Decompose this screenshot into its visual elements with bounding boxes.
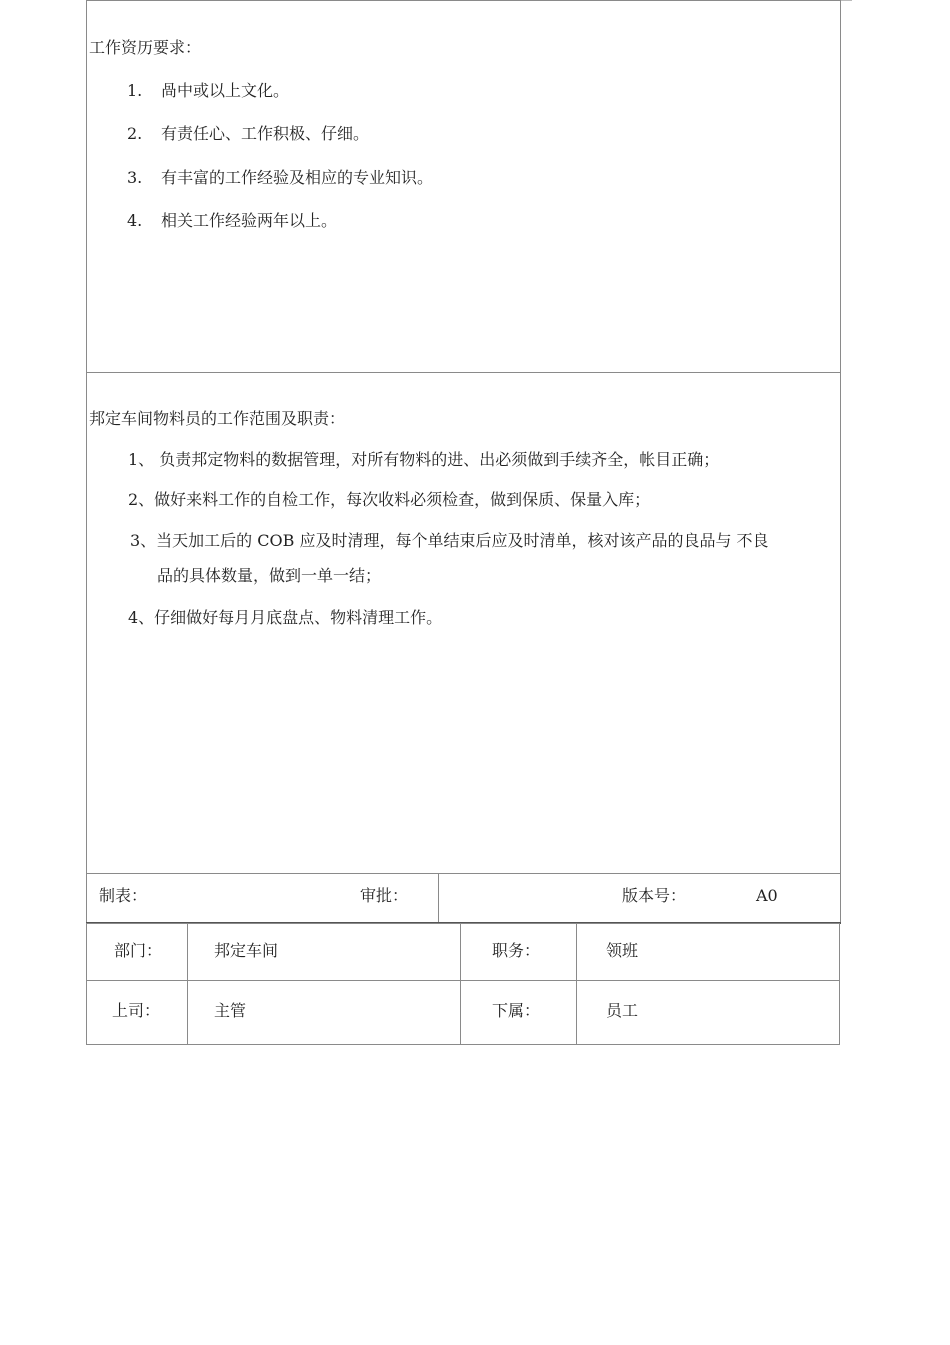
qualification-item-3: 有丰富的工作经验及相应的专业知识。 <box>161 168 434 187</box>
duty-item-3-continuation: 品的具体数量，做到一单一结； <box>157 566 382 585</box>
subordinate-label: 下属： <box>492 1001 541 1020</box>
qualification-item-4: 相关工作经验两年以上。 <box>161 211 338 230</box>
version-label: 版本号： <box>622 886 687 905</box>
qualification-heading: 工作资历要求： <box>89 38 202 57</box>
info-col-divider-1 <box>187 923 188 1045</box>
edge-line <box>840 0 852 1</box>
duty-item-4: 4、仔细做好每月月底盘点、物料清理工作。 <box>128 608 443 627</box>
qualification-item-3-number: 3. <box>127 168 143 187</box>
subordinate-value: 员工 <box>606 1001 639 1020</box>
duties-heading: 邦定车间物料员的工作范围及职责： <box>89 409 346 428</box>
approved-by-label: 审批： <box>360 886 409 905</box>
info-table <box>86 923 840 1045</box>
qualification-item-2-number: 2. <box>127 124 143 143</box>
duty-item-3: 3、当天加工后的 COB 应及时清理，每个单结束后应及时清单，核对该产品的良品与 不良 <box>130 531 769 550</box>
signoff-divider <box>438 873 439 924</box>
signoff-row <box>86 873 841 924</box>
qualification-item-2: 有责任心、工作积极、仔细。 <box>161 124 370 143</box>
info-row-divider <box>86 980 840 981</box>
qualification-item-4-number: 4. <box>127 211 143 230</box>
prepared-by-label: 制表： <box>99 886 148 905</box>
info-col-divider-2 <box>460 923 461 1045</box>
duty-item-2: 2、做好来料工作的自检工作，每次收料必须检查，做到保质、保量入库； <box>128 490 651 509</box>
duty-item-1: 1、 负责邦定物料的数据管理，对所有物料的进、出必须做到手续齐全，帐目正确； <box>128 450 720 469</box>
superior-label: 上司： <box>112 1001 161 1020</box>
department-label: 部门： <box>114 941 163 960</box>
qualification-item-1: 咼中或以上文化。 <box>161 81 290 100</box>
position-value: 领班 <box>606 941 639 960</box>
info-col-divider-3 <box>576 923 577 1045</box>
qualification-item-1-number: 1. <box>127 81 143 100</box>
version-value: A0 <box>756 886 778 905</box>
superior-value: 主管 <box>214 1001 247 1020</box>
department-value: 邦定车间 <box>214 941 279 960</box>
position-label: 职务： <box>492 941 541 960</box>
